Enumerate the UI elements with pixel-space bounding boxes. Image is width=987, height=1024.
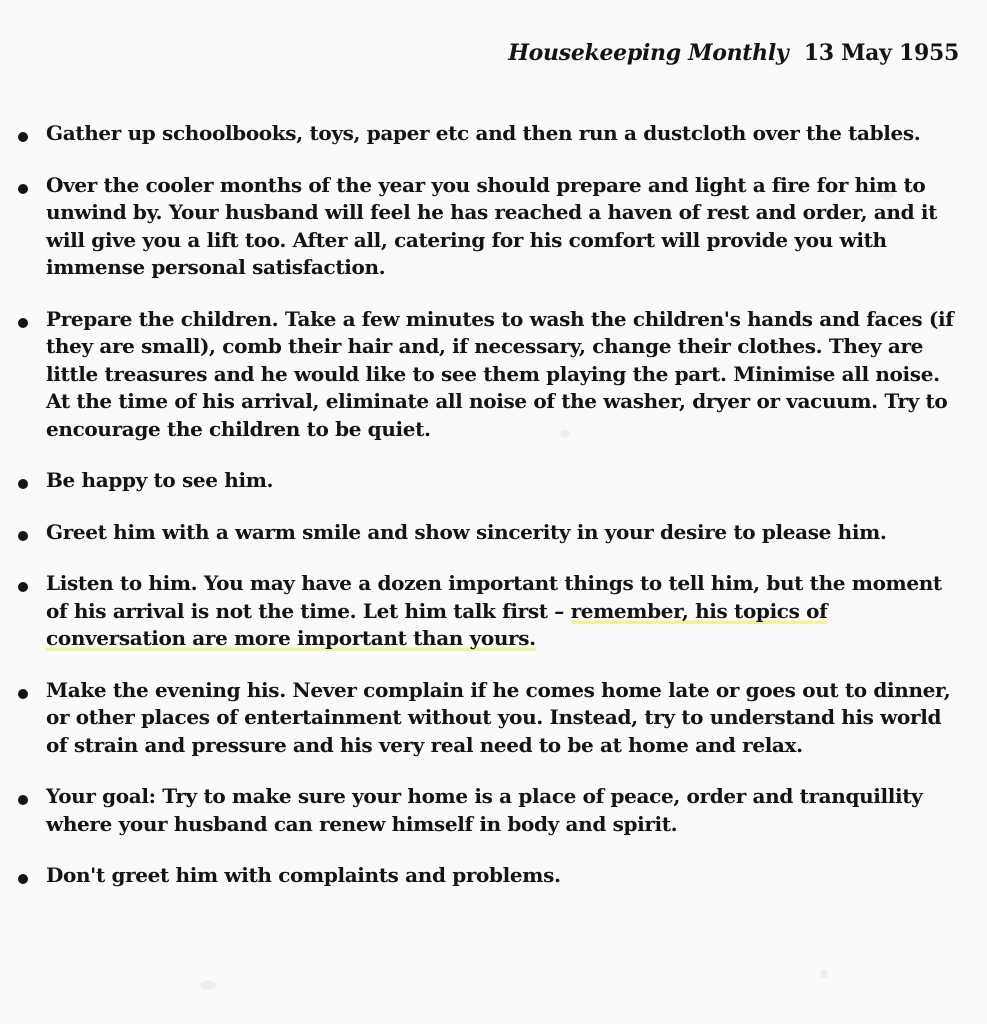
list-item <box>18 862 958 890</box>
list-item <box>18 570 958 653</box>
masthead <box>508 40 959 66</box>
bullet-icon <box>18 689 28 699</box>
bullet-icon <box>18 479 28 489</box>
item-text: Prepare the children. Take a few minutes to wash the children's hands and faces (if they are small), comb their hair and, if necessary, change their clothes. They are little treasures and he would like to see them playing the part. Minimise all noise. At the time of his arrival, eliminate all noise of the washer, dryer or vacuum. Try to encourage the children to be quiet. <box>46 306 954 441</box>
list-item <box>18 306 958 444</box>
scan-speck <box>820 970 828 978</box>
item-text: Your goal: Try to make sure your home is a place of peace, order and tranquillity where your husband can renew himself in body and spirit. <box>46 784 923 836</box>
bullet-icon <box>18 795 28 805</box>
item-text: Over the cooler months of the year you should prepare and light a fire for him to unwind by. Your husband will feel he has reached a haven of rest and order, and it will give you a lift too. After all, catering for his comfort will provide you with immense personal satisfaction. <box>46 172 937 279</box>
item-text: Gather up schoolbooks, toys, paper etc and then run a dustcloth over the tables. <box>46 121 921 145</box>
list-item <box>18 172 958 282</box>
bullet-icon <box>18 184 28 194</box>
list-item <box>18 467 958 495</box>
list-item <box>18 120 958 148</box>
bullet-icon <box>18 874 28 884</box>
item-text: Be happy to see him. <box>46 468 274 492</box>
advice-list <box>18 120 958 914</box>
item-text: Make the evening his. Never complain if he comes home late or goes out to dinner, or other places of entertainment without you. Instead, try to understand his world of strain and pressure and his very real need to be at home and relax. <box>46 677 951 757</box>
bullet-icon <box>18 318 28 328</box>
list-item <box>18 677 958 760</box>
list-item <box>18 519 958 547</box>
item-text: Listen to him. You may have a dozen important things to tell him, but the moment of his arrival is not the time. Let him talk first – <box>46 571 942 623</box>
bullet-icon <box>18 582 28 592</box>
item-text: Greet him with a warm smile and show sincerity in your desire to please him. <box>46 519 887 544</box>
publication-name: Housekeeping Monthly <box>508 40 789 66</box>
scan-speck <box>200 980 216 990</box>
highlighted-text: remember, his topics of conversation are more important than yours. <box>46 598 828 650</box>
bullet-icon <box>18 132 28 142</box>
list-item <box>18 783 958 838</box>
item-text: Don't greet him with complaints and problems. <box>46 863 561 887</box>
publication-date: 13 May 1955 <box>803 40 959 66</box>
bullet-icon <box>18 531 28 541</box>
